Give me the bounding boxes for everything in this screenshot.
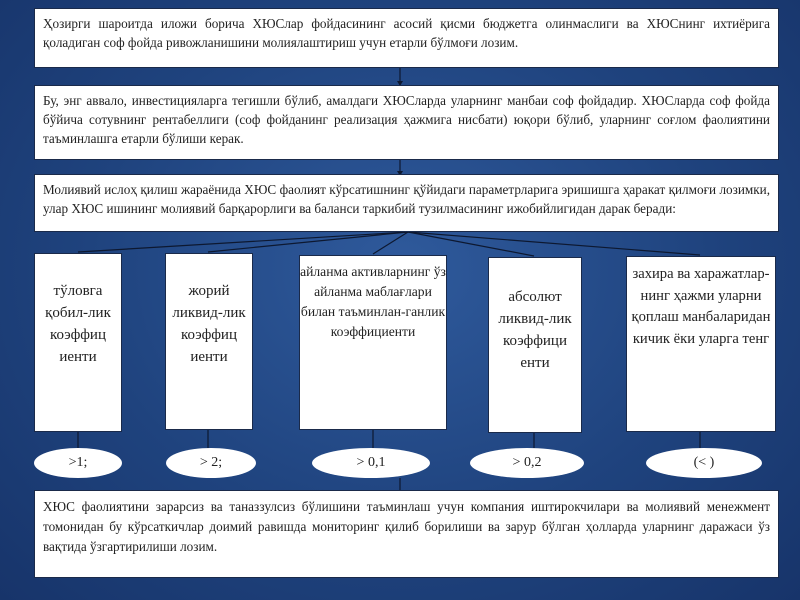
- intro-box: Ҳозирги шароитда иложи борича ХЮСлар фойдасининг асосий қисми бюджетга олинмаслиги ва ХЮСнинг ихтиёрига қоладиган соф фойда ривожланишини молиялаштириш учун етарли бўлмоғи лозим.: [34, 8, 779, 68]
- monitoring-box: ХЮС фаолиятини зарарсиз ва таназзулсиз бўлишини таъминлаш учун компания иштирокчилари ва молиявий менежмент томонидан бу кўрсаткичлар доимий равишда мониторинг қилиб борилиши ва зарур бўлган ҳолларда уларнинг даражаси ўз вақтида ўзгартирилиши лозим.: [34, 490, 779, 578]
- current-liquidity-ratio-box: жорий ликвид-лик коэффиц иенти: [165, 253, 253, 430]
- investment-box: Бу, энг аввало, инвестицияларга тегишли бўлиб, амалдаги ХЮСларда уларнинг манбаи соф фойдадир. ХЮСларда соф фойда бўйича сотувнинг рентабеллиги (соф фойданинг реализация ҳажмига нисбати) юқори бўлиб, уларнинг соғлом фаолиятини таъминлашга етарли бўлиши керак.: [34, 85, 779, 160]
- working-capital-value-badge: > 0,1: [312, 448, 430, 478]
- solvency-value-badge: >1;: [34, 448, 122, 478]
- parameters-box: Молиявий ислоҳ қилиш жараёнида ХЮС фаолият кўрсатишнинг қўйидаги параметрларига эришишга ҳаракат қилмоғи лозимки, улар ХЮС ишининг молиявий барқарорлиги ва баланси таркибий тузилмасининг ижобийлигидан дарак беради:: [34, 174, 779, 232]
- reserves-value-badge: (< ): [646, 448, 762, 478]
- absolute-liquidity-ratio-box: абсолют ликвид-лик коэффици енти: [488, 257, 582, 433]
- working-capital-ratio-box: айланма активларнинг ўз айланма маблағлари билан таъминлан-ганлик коэффициенти: [299, 255, 447, 430]
- current-liquidity-value-badge: > 2;: [166, 448, 256, 478]
- solvency-ratio-box: тўловга қобил-лик коэффиц иенти: [34, 253, 122, 432]
- reserves-costs-box: захира ва харажатлар-нинг ҳажми уларни қоплаш манбаларидан кичик ёки уларга тенг: [626, 256, 776, 432]
- absolute-liquidity-value-badge: > 0,2: [470, 448, 584, 478]
